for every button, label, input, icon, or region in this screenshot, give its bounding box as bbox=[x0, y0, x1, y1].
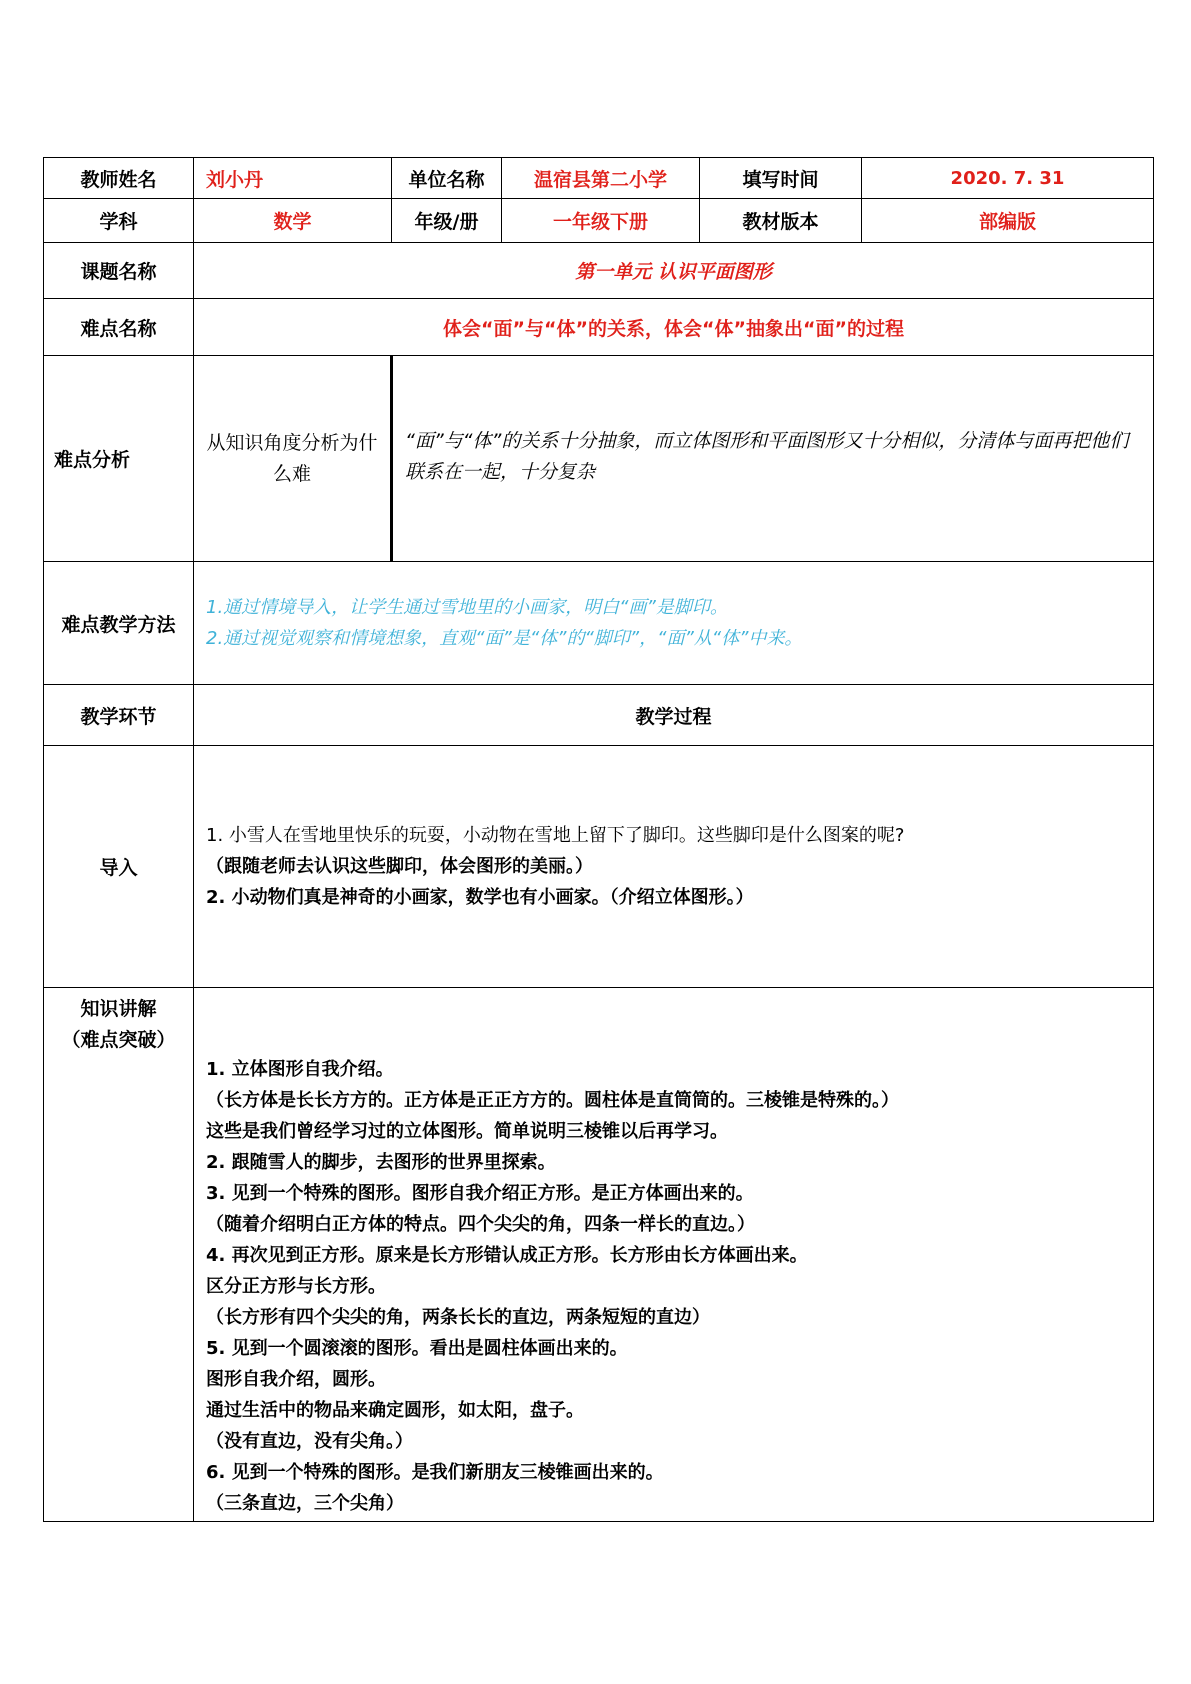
teacher-value: 刘小丹 bbox=[194, 158, 392, 199]
knowledge-line: （三条直边，三个尖角） bbox=[206, 1493, 404, 1514]
methods-row bbox=[44, 562, 1154, 685]
topic-label: 课题名称 bbox=[44, 243, 194, 299]
knowledge-line: （没有直边，没有尖角。） bbox=[206, 1431, 413, 1452]
subject-value: 数学 bbox=[194, 199, 392, 243]
date-value: 2020. 7. 31 bbox=[862, 158, 1154, 199]
knowledge-line: 这些是我们曾经学习过的立体图形。简单说明三棱锥以后再学习。 bbox=[206, 1121, 728, 1142]
intro-line: （跟随老师去认识这些脚印，体会图形的美丽。） bbox=[206, 856, 593, 877]
edition-label: 教材版本 bbox=[700, 199, 862, 243]
date-label: 填写时间 bbox=[700, 158, 862, 199]
header-row-1 bbox=[44, 158, 1154, 199]
lesson-plan-sheet bbox=[43, 157, 1153, 1522]
knowledge-line: （随着介绍明白正方体的特点。四个尖尖的角，四条一样长的直边。） bbox=[206, 1214, 755, 1235]
knowledge-line: （长方体是长长方方的。正方体是正正方方的。圆柱体是直筒筒的。三棱锥是特殊的。） bbox=[206, 1090, 899, 1111]
methods-cell bbox=[194, 562, 1154, 685]
knowledge-line: 5. 见到一个圆滚滚的图形。看出是圆柱体画出来的。 bbox=[206, 1338, 628, 1359]
difficulty-value: 体会“面”与“体”的关系，体会“体”抽象出“面”的过程 bbox=[194, 299, 1154, 356]
analysis-row bbox=[44, 356, 1154, 562]
knowledge-line: 图形自我介绍，圆形。 bbox=[206, 1369, 386, 1390]
knowledge-label-cell bbox=[44, 988, 194, 1522]
analysis-text: “面”与“体”的关系十分抽象，而立体图形和平面图形又十分相似，分清体与面再把他们联系在一起，十分复杂 bbox=[405, 430, 1129, 483]
process-header-row bbox=[44, 685, 1154, 746]
knowledge-row bbox=[44, 988, 1154, 1522]
header-row-2 bbox=[44, 199, 1154, 243]
difficulty-row bbox=[44, 299, 1154, 356]
knowledge-line: 1. 立体图形自我介绍。 bbox=[206, 1059, 394, 1080]
knowledge-line: （长方形有四个尖尖的角，两条长长的直边，两条短短的直边） bbox=[206, 1307, 710, 1328]
analysis-sub-label: 从知识角度分析为什么难 bbox=[194, 356, 392, 562]
knowledge-line: 3. 见到一个特殊的图形。图形自我介绍正方形。是正方体画出来的。 bbox=[206, 1183, 754, 1204]
lesson-plan-table bbox=[43, 157, 1154, 1522]
grade-label: 年级/册 bbox=[392, 199, 502, 243]
intro-line: 2. 小动物们真是神奇的小画家，数学也有小画家。（介绍立体图形。） bbox=[206, 887, 754, 908]
intro-line: 1. 小雪人在雪地里快乐的玩耍，小动物在雪地上留下了脚印。这些脚印是什么图案的呢? bbox=[206, 825, 905, 846]
knowledge-line: 2. 跟随雪人的脚步，去图形的世界里探索。 bbox=[206, 1152, 556, 1173]
teacher-label: 教师姓名 bbox=[44, 158, 194, 199]
difficulty-label: 难点名称 bbox=[44, 299, 194, 356]
knowledge-label: 知识讲解 bbox=[80, 998, 157, 1020]
knowledge-line: 区分正方形与长方形。 bbox=[206, 1276, 386, 1297]
analysis-label: 难点分析 bbox=[44, 356, 194, 562]
process-label: 教学过程 bbox=[194, 685, 1154, 746]
knowledge-line: 4. 再次见到正方形。原来是长方形错认成正方形。长方形由长方体画出来。 bbox=[206, 1245, 808, 1266]
knowledge-line: 6. 见到一个特殊的图形。是我们新朋友三棱锥画出来的。 bbox=[206, 1462, 664, 1483]
methods-label: 难点教学方法 bbox=[44, 562, 194, 685]
topic-row bbox=[44, 243, 1154, 299]
method-item: 2.通过视觉观察和情境想象，直观“面”是“体”的“脚印”，“面”从“体”中来。 bbox=[206, 628, 803, 649]
intro-row bbox=[44, 746, 1154, 988]
unit-value: 温宿县第二小学 bbox=[502, 158, 700, 199]
stage-label: 教学环节 bbox=[44, 685, 194, 746]
topic-value: 第一单元 认识平面图形 bbox=[194, 243, 1154, 299]
knowledge-cell bbox=[194, 988, 1154, 1522]
grade-value: 一年级下册 bbox=[502, 199, 700, 243]
intro-label: 导入 bbox=[44, 746, 194, 988]
unit-label: 单位名称 bbox=[392, 158, 502, 199]
knowledge-line: 通过生活中的物品来确定圆形，如太阳，盘子。 bbox=[206, 1400, 584, 1421]
intro-cell bbox=[194, 746, 1154, 988]
subject-label: 学科 bbox=[44, 199, 194, 243]
edition-value: 部编版 bbox=[862, 199, 1154, 243]
method-item: 1.通过情境导入，让学生通过雪地里的小画家，明白“画”是脚印。 bbox=[206, 597, 728, 618]
analysis-text-cell bbox=[392, 356, 1154, 562]
knowledge-sub-label: （难点突破） bbox=[61, 1029, 176, 1051]
